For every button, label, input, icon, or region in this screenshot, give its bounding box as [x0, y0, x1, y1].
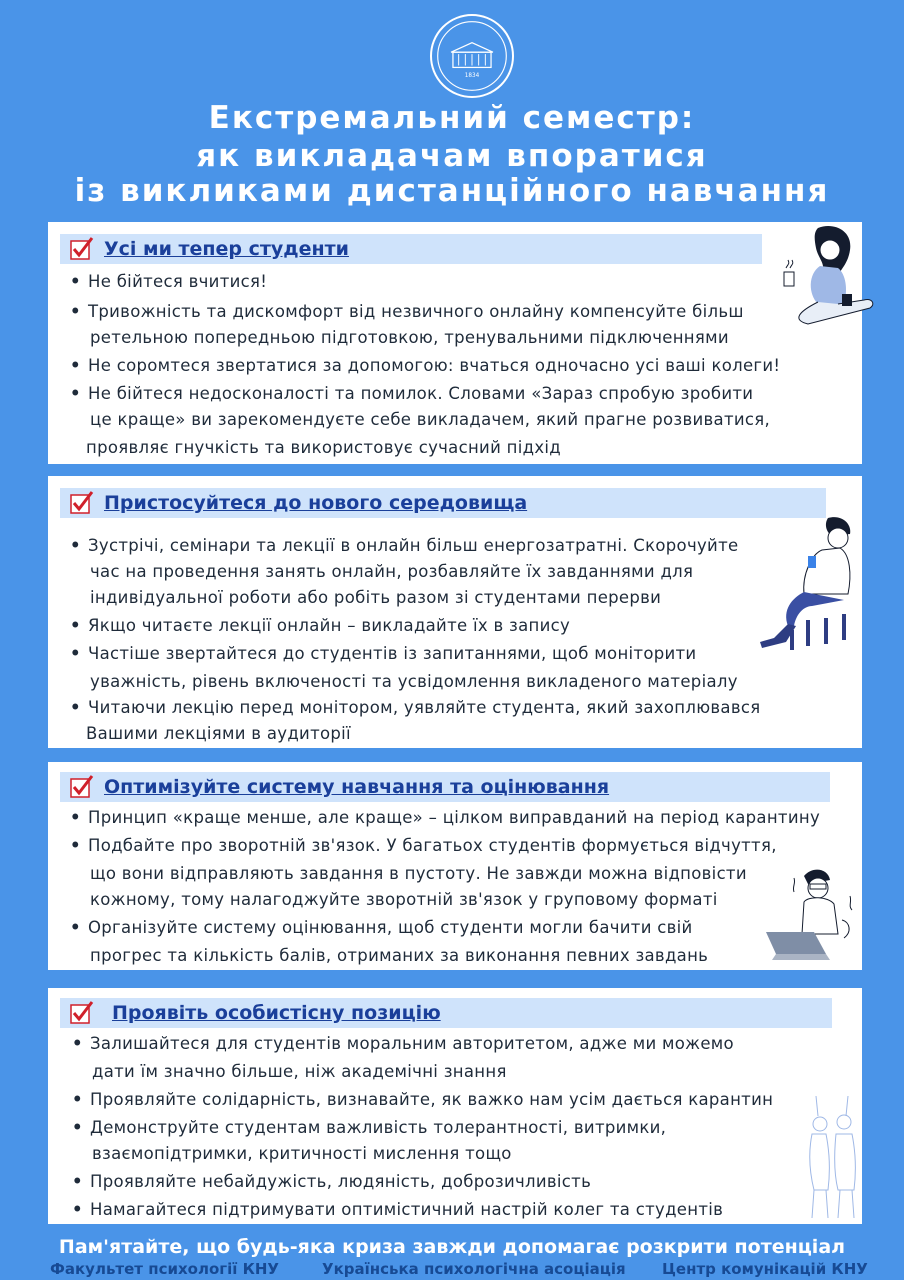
list-item: • Частіше звертайтеся до студентів із запитаннями, щоб моніторити — [88, 644, 696, 663]
list-item: • Тривожність та дискомфорт від незвичного онлайну компенсуйте більш — [88, 302, 744, 321]
list-item-continuation: що вони відправляють завдання в пустоту. Не завжди можна відповісти — [90, 864, 747, 883]
section-card-1 — [48, 222, 862, 464]
list-item: • Принцип «краще менше, але краще» – цілком виправданий на період карантину — [88, 808, 820, 827]
title-line-3: із викликами дистанційного навчання — [74, 173, 830, 209]
checkmark-icon — [68, 489, 96, 517]
section-heading: Оптимізуйте систему навчання та оцінювання — [104, 776, 610, 798]
checkmark-icon — [68, 773, 96, 801]
university-logo — [430, 14, 514, 98]
list-item: • Читаючи лекцію перед монітором, уявляйте студента, який захоплювався — [88, 698, 760, 717]
section-card-4 — [48, 988, 862, 1224]
checkmark-icon — [68, 235, 96, 263]
list-item-continuation: дати їм значно більше, ніж академічні знання — [92, 1062, 507, 1081]
student-with-coffee-illustration — [778, 224, 880, 336]
list-item: • Проявляйте небайдужість, людяність, доброзичливість — [90, 1172, 591, 1191]
section-heading-bar — [60, 998, 832, 1028]
section-heading-bar — [60, 488, 826, 518]
footer-slogan: Пам'ятайте, що будь-яка криза завжди допомагає розкрити потенціал — [58, 1236, 846, 1258]
title-line-1: Екстремальний семестр: — [208, 100, 696, 136]
svg-text:1834: 1834 — [464, 72, 480, 79]
footer-org-communications-center: Центр комунікацій КНУ — [662, 1260, 868, 1278]
list-item: • Не бійтеся вчитися! — [88, 272, 267, 291]
list-item-continuation: ретельною попередньою підготовкою, тренувальними підключеннями — [90, 328, 729, 347]
university-seal-icon — [432, 16, 512, 96]
list-item-continuation: кожному, тому налагоджуйте зворотній зв'язок у груповому форматі — [90, 890, 718, 909]
student-at-laptop-illustration — [764, 862, 864, 962]
list-item-continuation: Вашими лекціями в аудиторії — [86, 724, 351, 743]
list-item: • Залишайтеся для студентів моральним авторитетом, адже ми можемо — [90, 1034, 734, 1053]
list-item: • Якщо читаєте лекції онлайн – викладайте їх в запису — [88, 616, 570, 635]
list-item-continuation: індивідуальної роботи або робіть разом зі студентами перерви — [90, 588, 662, 607]
list-item: • Організуйте систему оцінювання, щоб студенти могли бачити свій — [88, 918, 693, 937]
section-card-2 — [48, 476, 862, 748]
section-heading: Пристосуйтеся до нового середовища — [104, 492, 528, 514]
list-item: • Не соромтеся звертатися за допомогою: вчаться одночасно усі ваші колеги! — [88, 356, 780, 375]
list-item-continuation: це краще» ви зарекомендуєте себе викладачем, який прагне розвиватися, — [90, 410, 771, 429]
list-item: • Подбайте про зворотній зв'язок. У багатьох студентів формується відчуття, — [88, 836, 777, 855]
list-item: • Зустрічі, семінари та лекції в онлайн більш енергозатратні. Скорочуйте — [88, 536, 738, 555]
section-heading: Усі ми тепер студенти — [104, 238, 349, 260]
checkmark-icon — [68, 999, 96, 1027]
list-item-continuation: час на проведення занять онлайн, розбавляйте їх завданнями для — [90, 562, 694, 581]
section-card-3 — [48, 762, 862, 970]
list-item: • Намагайтеся підтримувати оптимістичний настрій колег та студентів — [90, 1200, 723, 1219]
list-item: • Не бійтеся недосконалості та помилок. Словами «Зараз спробую зробити — [88, 384, 753, 403]
student-with-phone-illustration — [752, 514, 864, 654]
footer-org-psychology-faculty: Факультет психології КНУ — [50, 1260, 279, 1278]
list-item: • Демонструйте студентам важливість толерантності, витримки, — [90, 1118, 666, 1137]
list-item-continuation: уважність, рівень включеності та усвідомлення викладеного матеріалу — [90, 672, 738, 691]
cheering-people-illustration — [798, 1094, 868, 1220]
section-heading-bar — [60, 772, 830, 802]
title-line-2: як викладачам впоратися — [196, 138, 708, 174]
list-item-continuation: взаємопідтримки, критичності мислення тощо — [92, 1144, 512, 1163]
list-item: • Проявляйте солідарність, визнавайте, як важко нам усім дається карантин — [90, 1090, 773, 1109]
footer-org-psychological-association: Українська психологічна асоціація — [322, 1260, 626, 1278]
list-item-continuation: проявляє гнучкість та використовує сучасний підхід — [86, 438, 561, 457]
section-heading-bar — [60, 234, 762, 264]
section-heading: Проявіть особистісну позицію — [112, 1002, 441, 1024]
list-item-continuation: прогрес та кількість балів, отриманих за виконання певних завдань — [90, 946, 709, 965]
